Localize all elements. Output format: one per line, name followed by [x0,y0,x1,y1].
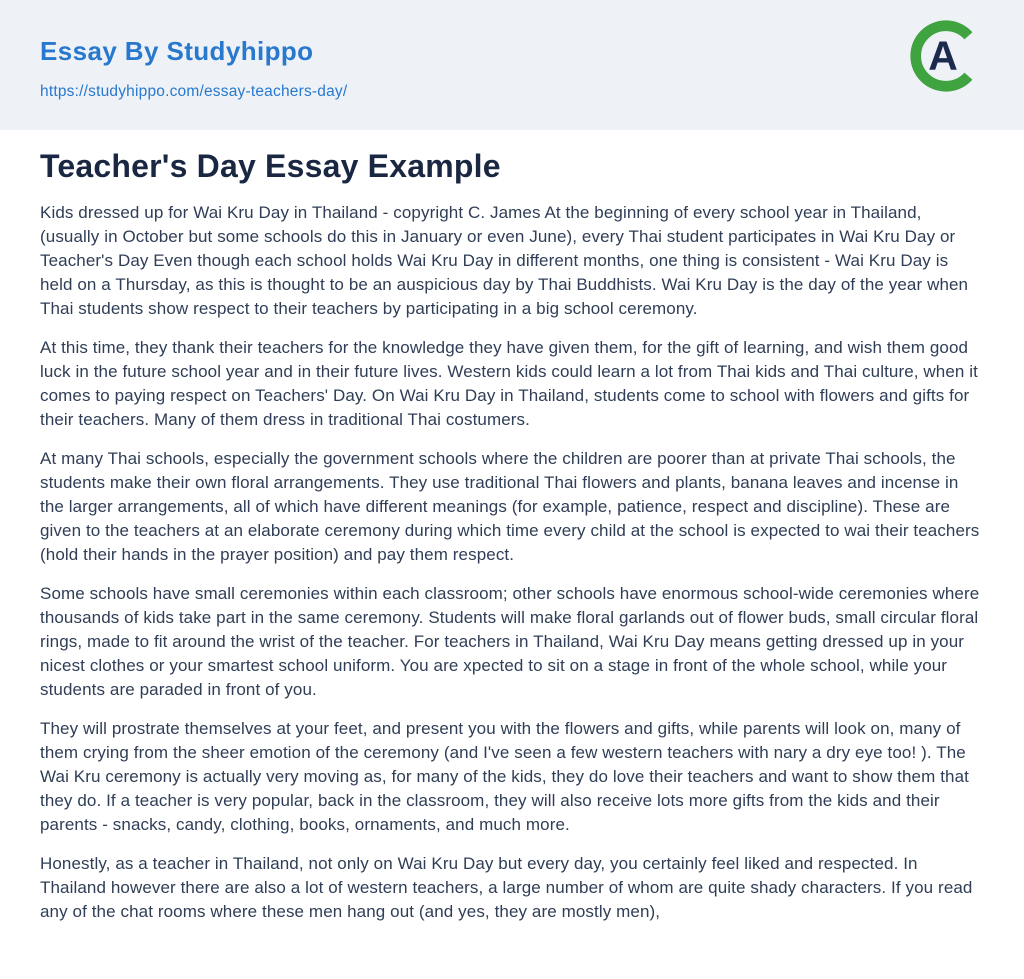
essay-paragraph-4: Some schools have small ceremonies within each classroom; other schools have enormous school-wide ceremonies where thousands of kids take part in the same ceremony. Students will make floral garlands out of flower buds, small circular floral rings, made to fit around the wrist of the teacher. For teachers in Thailand, Wai Kru Day means getting dressed up in your nicest clothes or your smartest school uniform. You are xpected to sit on a stage in front of the whole school, while your students are paraded in front of you. [40,584,980,699]
logo-letter: A [928,32,958,79]
essay-article [0,130,1024,924]
site-title: Essay By Studyhippo [40,36,314,66]
logo-ring-icon [907,17,985,95]
studyhippo-logo [907,17,985,95]
source-url-link[interactable]: https://studyhippo.com/essay-teachers-day/ [40,83,348,100]
essay-paragraph-2: At this time, they thank their teachers for the knowledge they have given them, for the gift of learning, and wish them good luck in the future school year and in their future lives. Western kids could learn a lot from Thai kids and Thai culture, when it comes to paying respect on Teachers' Day. On Wai Kru Day in Thailand, students come to school with flowers and gifts for their teachers. Many of them dress in traditional Thai costumers. [40,338,978,429]
essay-paragraph-6: Honestly, as a teacher in Thailand, not only on Wai Kru Day but every day, you certainly feel liked and respected. In Thailand however there are also a lot of western teachers, a large number of whom are quite shady characters. If you read any of the chat rooms where these men hang out (and yes, they are mostly men), [40,854,973,921]
essay-paragraph-5: They will prostrate themselves at your feet, and present you with the flowers and gifts, while parents will look on, many of them crying from the sheer emotion of the ceremony (and I've seen a few western teachers with nary a dry eye too! ). The Wai Kru ceremony is actually very moving as, for many of the kids, they do love their teachers and want to show them that they do. If a teacher is very popular, back in the classroom, they will also receive lots more gifts from the kids and their parents - snacks, candy, clothing, books, ornaments, and much more. [40,719,969,834]
essay-paragraph-3: At many Thai schools, especially the government schools where the children are poorer than at private Thai schools, the students make their own floral arrangements. They use traditional Thai flowers and plants, banana leaves and incense in the larger arrangements, all of which have different meanings (for example, patience, respect and discipline). These are given to the teachers at an elaborate ceremony during which time every child at the school is expected to wai their teachers (hold their hands in the prayer position) and pay them respect. [40,449,980,564]
essay-title: Teacher's Day Essay Example [40,148,501,184]
page-header [0,0,1024,130]
essay-paragraph-1: Kids dressed up for Wai Kru Day in Thailand - copyright C. James At the beginning of every school year in Thailand, (usually in October but some schools do this in January or even June), every Thai student participates in Wai Kru Day or Teacher's Day Even though each school holds Wai Kru Day in different months, one thing is consistent - Wai Kru Day is held on a Thursday, as this is thought to be an auspicious day by Thai Buddhists. Wai Kru Day is the day of the year when Thai students show respect to their teachers by participating in a big school ceremony. [40,203,969,318]
